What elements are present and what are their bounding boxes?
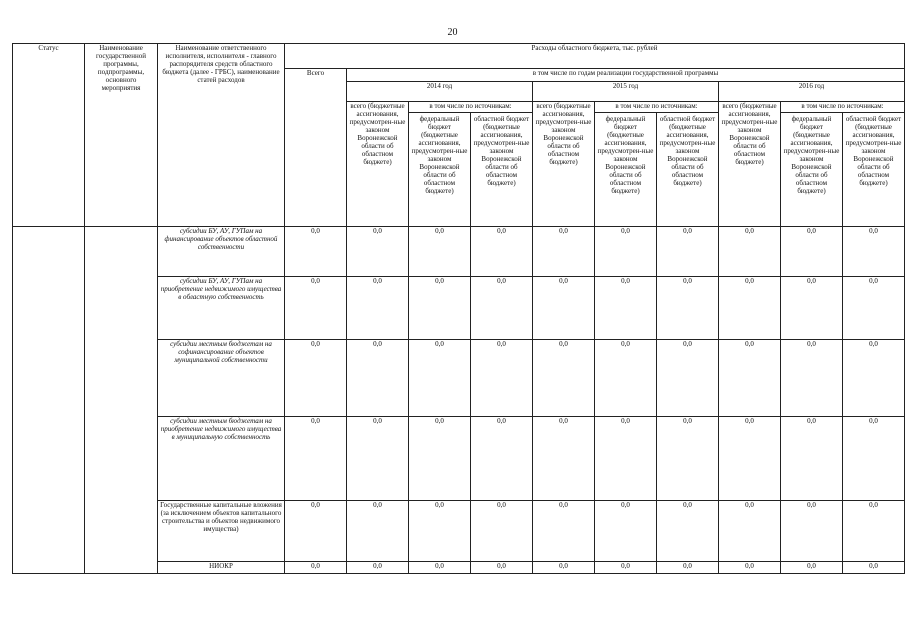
value-cell: 0,0 xyxy=(409,417,471,501)
value-cell: 0,0 xyxy=(471,277,533,340)
value-cell: 0,0 xyxy=(347,417,409,501)
value-cell: 0,0 xyxy=(781,417,843,501)
table-row xyxy=(13,227,905,277)
header-by-sources-2014: в том числе по источникам: xyxy=(409,102,532,113)
value-cell: 0,0 xyxy=(595,562,657,574)
row-name: субсидии местным бюджетам на софинансирование объектов муниципальной собственности xyxy=(158,340,285,417)
value-cell: 0,0 xyxy=(347,562,409,574)
value-cell: 0,0 xyxy=(843,417,905,501)
value-cell: 0,0 xyxy=(719,277,781,340)
row-name: Государственные капитальные вложения (за исключением объектов капитального строительства и объектов недвижимого имущества) xyxy=(158,501,285,562)
value-cell: 0,0 xyxy=(347,277,409,340)
value-cell: 0,0 xyxy=(657,277,719,340)
header-regional-2016: областной бюджет (бюджетные ассигнования, предусмотрен-ные законом Воронежской области об областном бюджете) xyxy=(845,115,902,187)
value-cell: 0,0 xyxy=(347,501,409,562)
value-cell: 0,0 xyxy=(595,501,657,562)
value-cell: 0,0 xyxy=(471,562,533,574)
header-all-2015: всего (бюджетные ассигнования, предусмотрен-ные законом Воронежской области об областном бюджете) xyxy=(533,102,595,227)
value-cell: 0,0 xyxy=(719,417,781,501)
value-cell: 0,0 xyxy=(657,340,719,417)
header-year-2015: 2015 год xyxy=(533,82,719,102)
value-cell: 0,0 xyxy=(533,417,595,501)
value-cell: 0,0 xyxy=(533,501,595,562)
header-by-years: в том числе по годам реализации государственной программы xyxy=(347,69,905,82)
value-cell: 0,0 xyxy=(843,340,905,417)
value-cell: 0,0 xyxy=(843,227,905,277)
value-cell: 0,0 xyxy=(657,417,719,501)
value-cell: 0,0 xyxy=(409,227,471,277)
value-cell: 0,0 xyxy=(595,277,657,340)
row-total: 0,0 xyxy=(285,501,347,562)
row-name: НИОКР xyxy=(158,562,285,574)
value-cell: 0,0 xyxy=(409,562,471,574)
value-cell: 0,0 xyxy=(781,227,843,277)
header-by-sources-2016: в том числе по источникам: xyxy=(781,102,904,113)
row-name: субсидии БУ, АУ, ГУПам на финансирование объектов областной собственности xyxy=(158,227,285,277)
header-sources-2016 xyxy=(781,102,905,227)
value-cell: 0,0 xyxy=(347,340,409,417)
value-cell: 0,0 xyxy=(533,277,595,340)
header-sources-2015 xyxy=(595,102,719,227)
value-cell: 0,0 xyxy=(657,501,719,562)
row-total: 0,0 xyxy=(285,417,347,501)
header-expenses: Расходы областного бюджета, тыс. рублей xyxy=(285,44,905,69)
value-cell: 0,0 xyxy=(843,501,905,562)
row-total: 0,0 xyxy=(285,227,347,277)
header-regional-2014: областной бюджет (бюджетные ассигнования, предусмотрен-ные законом Воронежской области об областном бюджете) xyxy=(473,115,530,187)
value-cell: 0,0 xyxy=(471,501,533,562)
header-regional-2015: областной бюджет (бюджетные ассигнования, предусмотрен-ные законом Воронежской области об областном бюджете) xyxy=(659,115,716,187)
value-cell: 0,0 xyxy=(843,562,905,574)
program-cell xyxy=(85,227,158,574)
row-total: 0,0 xyxy=(285,562,347,574)
value-cell: 0,0 xyxy=(781,501,843,562)
value-cell: 0,0 xyxy=(657,227,719,277)
header-all-2014: всего (бюджетные ассигнования, предусмотрен-ные законом Воронежской области об областном бюджете) xyxy=(347,102,409,227)
header-year-2014: 2014 год xyxy=(347,82,533,102)
value-cell: 0,0 xyxy=(533,562,595,574)
value-cell: 0,0 xyxy=(843,277,905,340)
row-total: 0,0 xyxy=(285,277,347,340)
header-status: Статус xyxy=(13,44,85,227)
row-total: 0,0 xyxy=(285,340,347,417)
header-federal-2014: федеральный бюджет (бюджетные ассигнования, предусмотрен-ные законом Воронежской области об областном бюджете) xyxy=(409,113,471,226)
value-cell: 0,0 xyxy=(347,227,409,277)
budget-table xyxy=(12,43,905,574)
header-program: Наименование государственной программы, подпрограммы, основного мероприятия xyxy=(85,44,158,227)
value-cell: 0,0 xyxy=(781,562,843,574)
value-cell: 0,0 xyxy=(719,501,781,562)
value-cell: 0,0 xyxy=(471,227,533,277)
value-cell: 0,0 xyxy=(719,227,781,277)
header-all-2016: всего (бюджетные ассигнования, предусмотрен-ные законом Воронежской области об областном бюджете) xyxy=(719,102,781,227)
value-cell: 0,0 xyxy=(657,562,719,574)
value-cell: 0,0 xyxy=(533,227,595,277)
value-cell: 0,0 xyxy=(595,227,657,277)
header-sources-2014 xyxy=(409,102,533,227)
value-cell: 0,0 xyxy=(595,417,657,501)
value-cell: 0,0 xyxy=(595,340,657,417)
value-cell: 0,0 xyxy=(719,340,781,417)
value-cell: 0,0 xyxy=(781,340,843,417)
value-cell: 0,0 xyxy=(471,340,533,417)
header-federal-2015: федеральный бюджет (бюджетные ассигнования, предусмотрен-ные законом Воронежской области об областном бюджете) xyxy=(595,113,657,226)
status-cell xyxy=(13,227,85,574)
value-cell: 0,0 xyxy=(409,340,471,417)
value-cell: 0,0 xyxy=(533,340,595,417)
row-name: субсидии БУ, АУ, ГУПам на приобретение недвижимого имущества в областную собственность xyxy=(158,277,285,340)
row-name: субсидии местным бюджетам на приобретение недвижимого имущества в муниципальную собственность xyxy=(158,417,285,501)
value-cell: 0,0 xyxy=(719,562,781,574)
value-cell: 0,0 xyxy=(409,277,471,340)
value-cell: 0,0 xyxy=(409,501,471,562)
header-year-2016: 2016 год xyxy=(719,82,905,102)
header-by-sources-2015: в том числе по источникам: xyxy=(595,102,718,113)
page-number: 20 xyxy=(447,27,458,38)
header-total: Всего xyxy=(285,69,347,227)
header-federal-2016: федеральный бюджет (бюджетные ассигнования, предусмотрен-ные законом Воронежской области об областном бюджете) xyxy=(781,113,843,226)
value-cell: 0,0 xyxy=(781,277,843,340)
value-cell: 0,0 xyxy=(471,417,533,501)
header-executor: Наименование ответственного исполнителя, исполнителя - главного распорядителя средств областного бюджета (далее - ГРБС), наименование статей расходов xyxy=(158,44,285,227)
